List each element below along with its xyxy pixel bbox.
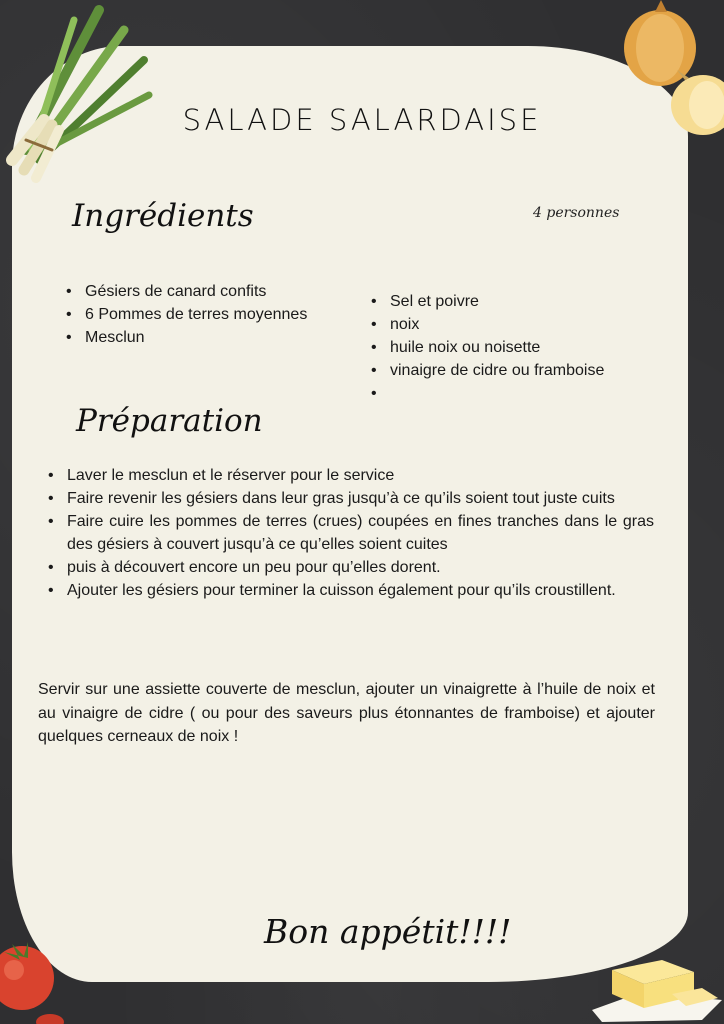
serving-note: Servir sur une assiette couverte de mesclun, ajouter un vinaigrette à l’huile de noix et au vinaigre de cidre ( ou pour des saveurs plus étonnantes de framboise) et ajouter quelques cerneaux de noix !	[38, 681, 655, 745]
list-item: • Faire cuire les pommes de terres (crues) coupées en fines tranches dans le gras des gésiers à couvert jusqu’à ce qu’elles soient cuites	[48, 510, 654, 556]
list-item: • vinaigre de cidre ou framboise	[371, 359, 671, 382]
list-item: • huile noix ou noisette	[371, 336, 671, 359]
recipe-title: SALADE SALARDAISE	[182, 103, 542, 137]
list-item: • noix	[371, 313, 671, 336]
preparation-steps	[48, 464, 654, 602]
list-item	[371, 382, 671, 405]
butter-illustration	[582, 950, 724, 1024]
leek-illustration	[4, 0, 154, 185]
list-item: • puis à découvert encore un peu pour qu’elles dorent.	[48, 556, 654, 579]
list-item: • Ajouter les gésiers pour terminer la cuisson également pour qu’ils croustillent.	[48, 579, 654, 602]
tomato-illustration	[0, 930, 70, 1024]
ingredients-heading: Ingrédients	[72, 198, 254, 234]
ingredients-list-left	[66, 280, 356, 349]
list-item: • 6 Pommes de terres moyennes	[66, 303, 356, 326]
list-item: • Gésiers de canard confits	[66, 280, 356, 303]
ingredients-list-right	[371, 290, 671, 405]
list-item: • Sel et poivre	[371, 290, 671, 313]
servings-label: 4 personnes	[533, 205, 620, 221]
list-item: • Laver le mesclun et le réserver pour le service	[48, 464, 654, 487]
list-item: • Mesclun	[66, 326, 356, 349]
closing-message: Bon appétit!!!!	[264, 912, 512, 951]
list-item: • Faire revenir les gésiers dans leur gras jusqu’à ce qu’ils soient tout juste cuits	[48, 487, 654, 510]
preparation-heading: Préparation	[76, 403, 263, 439]
